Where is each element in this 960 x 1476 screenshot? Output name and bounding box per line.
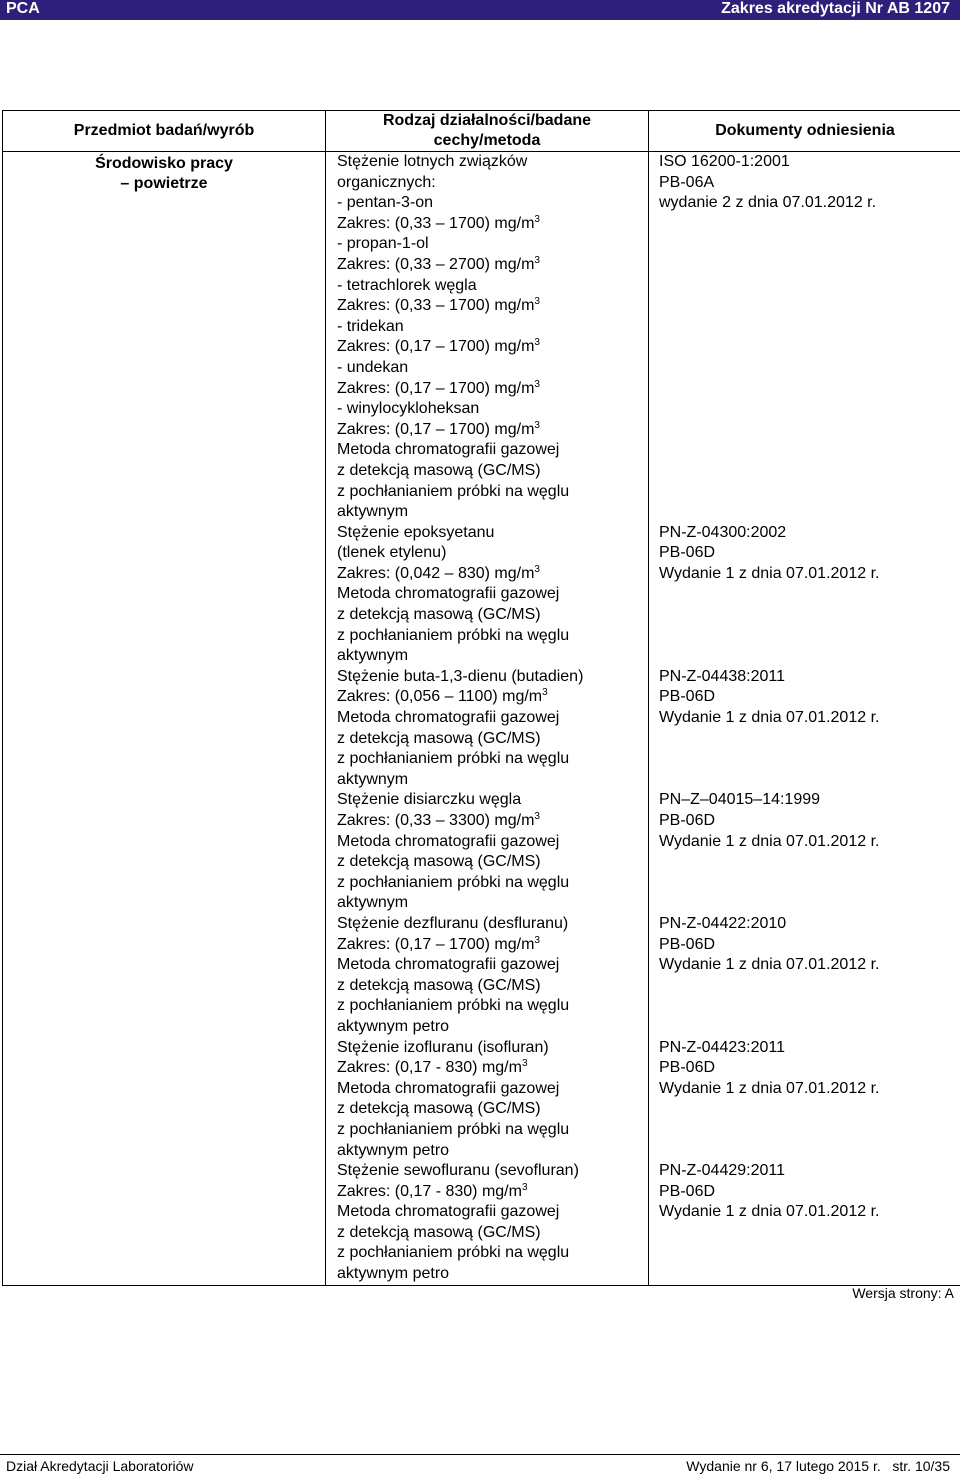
- page-header-bar: [0, 0, 960, 20]
- activity-line: Metoda chromatografii gazowej: [337, 585, 560, 603]
- activity-entry: [337, 1038, 648, 1162]
- footer-edition: Wydanie nr 6, 17 lutego 2015 r. str. 10/35: [686, 1458, 950, 1474]
- reference-line: Wydanie 1 z dnia 07.01.2012 r.: [659, 1079, 880, 1097]
- activity-line-wrap: [337, 255, 648, 276]
- header-activity: [326, 111, 649, 152]
- unit-superscript: 3: [534, 934, 540, 946]
- reference-line: PB-06D: [659, 1059, 716, 1077]
- activity-line: z detekcją masową (GC/MS): [337, 853, 541, 871]
- reference-line: PB-06D: [659, 688, 716, 706]
- activity-line: z detekcją masową (GC/MS): [337, 729, 541, 747]
- activity-entry: [337, 790, 648, 914]
- activity-line: z pochłanianiem próbki na węglu: [337, 482, 570, 500]
- activity-line: - winylocykloheksan: [337, 400, 480, 418]
- reference-line: Wydanie 1 z dnia 07.01.2012 r.: [659, 832, 880, 850]
- reference-line: PN-Z-04422:2010: [659, 914, 787, 932]
- activity-line: Stężenie dezfluranu (desfluranu): [337, 914, 569, 932]
- header-subject: Przedmiot badań/wyrób: [3, 111, 326, 152]
- activity-line: Stężenie epoksyetanu: [337, 523, 495, 541]
- activity-line: Zakres: (0,33 – 2700) mg/m: [337, 255, 535, 273]
- activity-line-wrap: [337, 1182, 648, 1203]
- reference-line: Wydanie 1 z dnia 07.01.2012 r.: [659, 1203, 880, 1221]
- activity-line-wrap: [337, 811, 648, 832]
- activity-line: (tlenek etylenu): [337, 544, 447, 562]
- activity-line: - tetrachlorek węgla: [337, 276, 477, 294]
- activity-line-wrap: [337, 420, 648, 441]
- scope-table: [2, 110, 960, 1286]
- activity-line: z detekcją masową (GC/MS): [337, 606, 541, 624]
- activity-line: Zakres: (0,33 – 1700) mg/m: [337, 214, 535, 232]
- activity-line: aktywnym: [337, 647, 409, 665]
- unit-superscript: 3: [521, 1058, 528, 1070]
- activity-line: Zakres: (0,17 – 1700) mg/m: [337, 338, 535, 356]
- activity-line: - tridekan: [337, 317, 404, 335]
- reference-line: PN-Z-04429:2011: [659, 1162, 785, 1180]
- activity-line: Zakres: (0,33 – 3300) mg/m: [337, 812, 535, 829]
- reference-line: Wydanie 1 z dnia 07.01.2012 r.: [659, 709, 880, 727]
- activity-line: Stężenie buta-1,3-dienu (butadien): [337, 667, 584, 685]
- reference-entry: [659, 523, 960, 585]
- reference-entry: [659, 667, 960, 729]
- header-document-title: Zakres akredytacji Nr AB 1207: [721, 0, 950, 17]
- activity-line: Zakres: (0,33 – 1700) mg/m: [337, 297, 535, 315]
- unit-superscript: 3: [521, 1181, 528, 1193]
- reference-line: PB-06A: [659, 173, 715, 191]
- subject-text: [3, 152, 325, 194]
- activity-line: z pochłanianiem próbki na węglu: [337, 997, 570, 1015]
- reference-line: PB-06D: [659, 544, 716, 562]
- reference-line: ISO 16200-1:2001: [659, 153, 790, 170]
- activity-line: z pochłanianiem próbki na węglu: [337, 873, 570, 891]
- activity-list: [326, 152, 648, 1285]
- activity-line: Stężenie izofluranu (isofluran): [337, 1038, 549, 1056]
- activity-entry: [337, 152, 648, 523]
- activity-line: z pochłanianiem próbki na węglu: [337, 1244, 570, 1262]
- activity-line: Zakres: (0,056 – 1100) mg/m: [337, 688, 543, 706]
- reference-line: Wydanie 1 z dnia 07.01.2012 r.: [659, 956, 880, 974]
- unit-superscript: 3: [534, 419, 540, 431]
- activity-entry: [337, 1161, 648, 1285]
- unit-superscript: 3: [534, 296, 540, 308]
- subject-line2: – powietrze: [120, 175, 208, 192]
- reference-entry: [659, 914, 960, 976]
- activity-line: - propan-1-ol: [337, 235, 429, 253]
- activity-line-wrap: [337, 214, 648, 235]
- activity-line: z pochłanianiem próbki na węglu: [337, 1120, 570, 1138]
- page-version: Wersja strony: A: [852, 1285, 954, 1301]
- activity-line: z detekcją masową (GC/MS): [337, 1223, 541, 1241]
- activity-line: Zakres: (0,17 – 1700) mg/m: [337, 420, 535, 438]
- activity-line: Stężenie sewofluranu (sevofluran): [337, 1162, 579, 1180]
- reference-line: Wydanie 1 z dnia 07.01.2012 r.: [659, 564, 880, 582]
- activity-line-wrap: [337, 296, 648, 317]
- activity-line: Metoda chromatografii gazowej: [337, 1203, 560, 1221]
- activity-line-wrap: [337, 935, 648, 956]
- reference-line: PN-Z-04300:2002: [659, 523, 787, 541]
- header-activity-line1: Rodzaj działalności/badane: [382, 112, 592, 129]
- activity-line-wrap: [337, 564, 648, 585]
- activity-line: Metoda chromatografii gazowej: [337, 832, 560, 850]
- footer-department: Dział Akredytacji Laboratoriów: [6, 1458, 194, 1474]
- activity-line-wrap: [337, 379, 648, 400]
- activity-line: Metoda chromatografii gazowej: [337, 709, 560, 727]
- activity-line: Metoda chromatografii gazowej: [337, 956, 560, 974]
- reference-entry: [659, 1161, 960, 1223]
- header-references: Dokumenty odniesienia: [649, 111, 960, 152]
- subject-cell: [3, 152, 326, 1286]
- activity-line: z detekcją masową (GC/MS): [337, 461, 541, 479]
- activity-line: z detekcją masową (GC/MS): [337, 976, 541, 994]
- unit-superscript: 3: [534, 254, 540, 266]
- activity-line: Metoda chromatografii gazowej: [337, 1079, 560, 1097]
- header-org: PCA: [6, 0, 40, 17]
- activity-line-wrap: [337, 337, 648, 358]
- activity-line-wrap: [337, 687, 648, 708]
- activity-line: - undekan: [337, 358, 409, 376]
- reference-entry: [659, 1038, 960, 1100]
- activity-line: aktywnym: [337, 894, 409, 912]
- activity-line: Stężenie lotnych związków: [337, 153, 528, 170]
- activity-line: aktywnym: [337, 770, 409, 788]
- unit-superscript: 3: [534, 337, 540, 349]
- unit-superscript: 3: [542, 687, 548, 699]
- reference-line: PN–Z–04015–14:1999: [659, 791, 821, 809]
- footer-divider: [0, 1454, 960, 1455]
- reference-line: PN-Z-04423:2011: [659, 1038, 785, 1056]
- unit-superscript: 3: [534, 563, 540, 575]
- activity-line: z pochłanianiem próbki na węglu: [337, 750, 570, 768]
- activity-line: - pentan-3-on: [337, 194, 434, 212]
- unit-superscript: 3: [534, 213, 540, 225]
- unit-superscript: 3: [534, 378, 540, 390]
- reference-entry: [659, 790, 960, 852]
- activity-line: aktywnym petro: [337, 1141, 450, 1159]
- table-body-row: [3, 152, 960, 1286]
- references-list: [649, 152, 960, 1223]
- activity-entry: [337, 667, 648, 791]
- activity-line: Stężenie disiarczku węgla: [337, 791, 522, 809]
- subject-line1: Środowisko pracy: [95, 155, 233, 172]
- activity-cell: [326, 152, 649, 1286]
- reference-line: PB-06D: [659, 1182, 716, 1200]
- references-cell: [649, 152, 960, 1286]
- activity-line: aktywnym petro: [337, 1265, 450, 1283]
- reference-line: PB-06D: [659, 812, 716, 829]
- reference-entry: [659, 152, 960, 214]
- activity-line: Zakres: (0,042 – 830) mg/m: [337, 564, 535, 582]
- activity-line: z pochłanianiem próbki na węglu: [337, 626, 570, 644]
- activity-line: z detekcją masową (GC/MS): [337, 1100, 541, 1118]
- reference-line: wydanie 2 z dnia 07.01.2012 r.: [659, 194, 877, 212]
- activity-line-wrap: [337, 1058, 648, 1079]
- activity-line: Metoda chromatografii gazowej: [337, 441, 560, 459]
- activity-line: aktywnym: [337, 503, 409, 521]
- unit-superscript: 3: [534, 811, 540, 822]
- activity-line: Zakres: (0,17 – 1700) mg/m: [337, 935, 535, 953]
- activity-entry: [337, 523, 648, 667]
- reference-line: PB-06D: [659, 935, 716, 953]
- activity-line: organicznych:: [337, 173, 436, 191]
- reference-line: PN-Z-04438:2011: [659, 667, 785, 685]
- activity-entry: [337, 914, 648, 1038]
- activity-line: Zakres: (0,17 - 830) mg/m: [337, 1059, 522, 1077]
- table-header-row: [3, 111, 960, 152]
- header-activity-line2: cechy/metoda: [433, 132, 541, 149]
- activity-line: Zakres: (0,17 – 1700) mg/m: [337, 379, 535, 397]
- activity-line: Zakres: (0,17 - 830) mg/m: [337, 1182, 522, 1200]
- activity-line: aktywnym petro: [337, 1017, 450, 1035]
